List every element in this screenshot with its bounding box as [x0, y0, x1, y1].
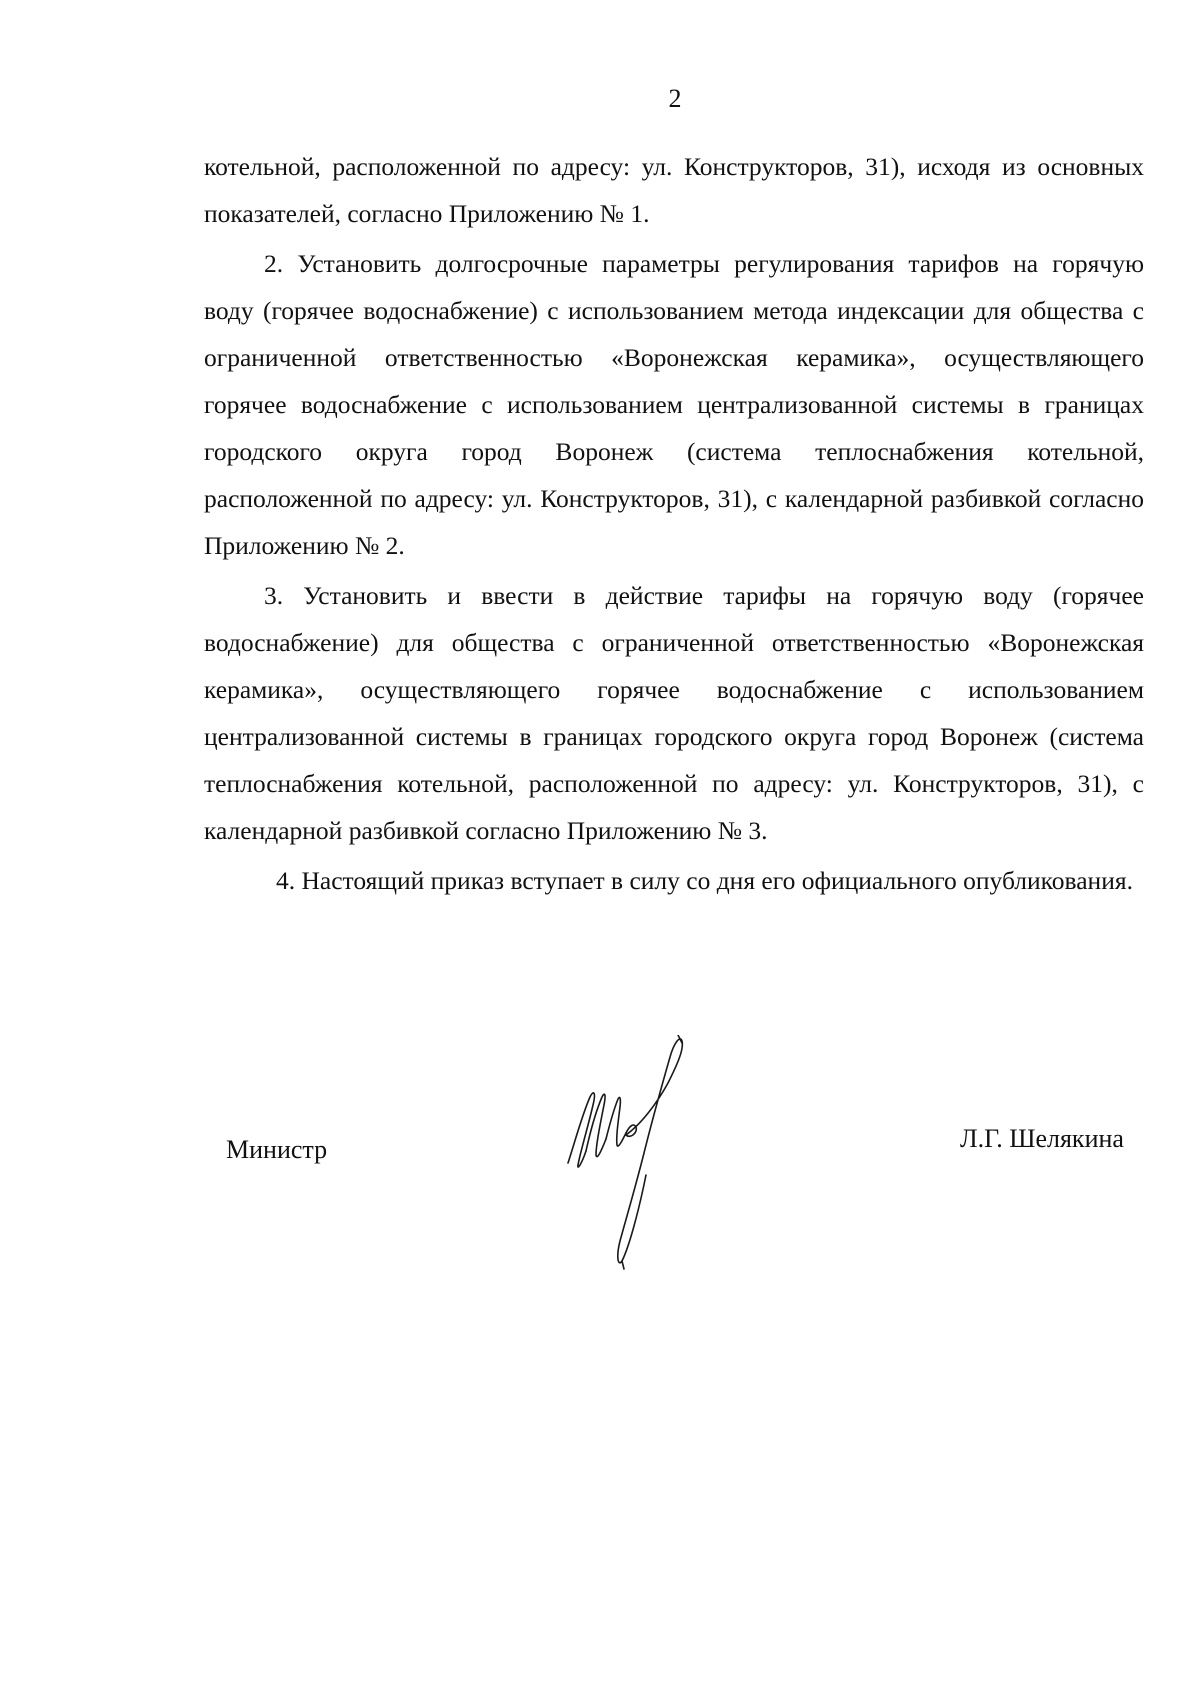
document-body — [204, 143, 1144, 907]
paragraph-item-2: 2. Установить долгосрочные параметры регулирования тарифов на горячую воду (горячее водоснабжение) с использованием метода индексации для общества с ограниченной ответственностью «Воронежская керамика», осуществляющего горячее водоснабжение с использованием централизованной системы в границах городского округа город Воронеж (система теплоснабжения котельной, расположенной по адресу: ул. Конструкторов, 31), с календарной разбивкой согласно Приложению № 2. — [204, 249, 1144, 560]
paragraph-item-3: 3. Установить и ввести в действие тарифы на горячую воду (горячее водоснабжение) для общества с ограниченной ответственностью «Воронежская керамика», осуществляющего горячее водоснабжение с использованием централизованной системы в границах городского округа город Воронеж (система теплоснабжения котельной, расположенной по адресу: ул. Конструкторов, 31), с календарной разбивкой согласно Приложению № 3. — [204, 581, 1144, 845]
paragraph-item-4: 4. Настоящий приказ вступает в силу со дня его официального опубликования. — [276, 866, 1133, 895]
signatory-name: Л.Г. Шелякина — [960, 1124, 1124, 1153]
signatory-title: Министр — [226, 1135, 328, 1164]
paragraph-continuation: котельной, расположенной по адресу: ул. Конструкторов, 31), исходя из основных показателей, согласно Приложению № 1. — [204, 152, 1144, 228]
handwritten-signature-icon — [560, 1035, 720, 1270]
page-number: 2 — [668, 84, 682, 113]
